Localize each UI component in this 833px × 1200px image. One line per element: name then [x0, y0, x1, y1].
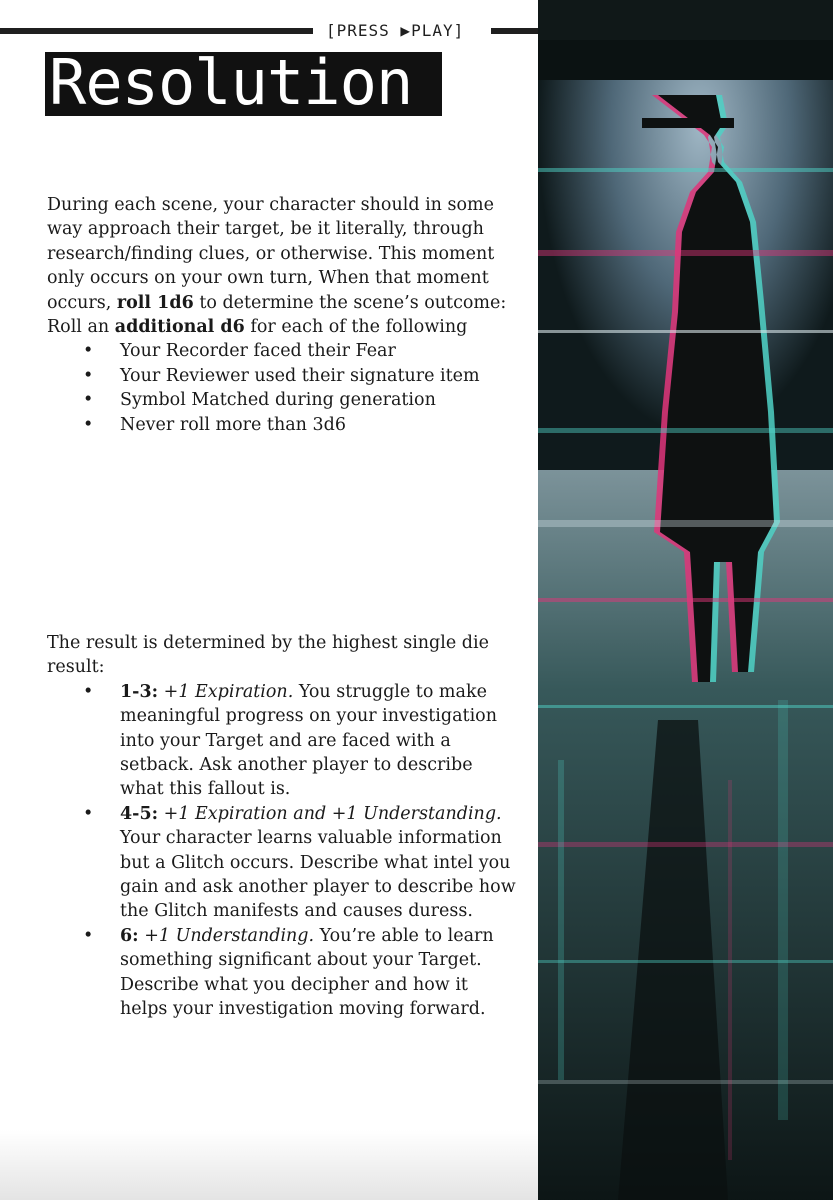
header-rule-left: [0, 28, 313, 34]
glitch-figure-illustration: [538, 0, 833, 1200]
outcome-list: [47, 680, 517, 1022]
page-bottom-shadow: [0, 1130, 538, 1200]
list-item: • Your Recorder faced their Fear: [47, 339, 517, 363]
bullet-icon: •: [83, 681, 94, 702]
additional-dice-paragraph: Roll an additional d6 for each of the following: [47, 317, 468, 338]
bullet-icon: •: [83, 925, 94, 946]
list-item: • Never roll more than 3d6: [47, 413, 517, 437]
bullet-icon: •: [83, 414, 94, 435]
bonus-dice-list: [47, 339, 517, 437]
press-play-tag: [PRESS ▶PLAY]: [326, 21, 465, 40]
bullet-icon: •: [83, 390, 94, 411]
resolution-rules: [47, 193, 517, 437]
outcome-intro: The result is determined by the highest single die result:: [47, 633, 489, 678]
bullet-icon: •: [83, 365, 94, 386]
outcome-rules: [47, 631, 517, 1022]
list-item: • Your Reviewer used their signature item: [47, 364, 517, 388]
list-item: • 1-3: +1 Expiration. You struggle to make meaningful progress on your investigation into your Target and are faced with a setback. Ask another player to describe what this fallout is.: [83, 681, 497, 800]
bullet-icon: •: [83, 341, 94, 362]
intro-paragraph: During each scene, your character should in some way approach their target, be it literally, through research/finding clues, or otherwise. This moment only occurs on your own turn, When that moment occurs, roll 1d6 to determine the scene’s outcome:: [47, 195, 507, 313]
list-item: • 4-5: +1 Expiration and +1 Understanding. Your character learns valuable information but a Glitch occurs. Describe what intel you gain and ask another player to describe how the Glitch manifests and causes duress.: [83, 803, 516, 922]
list-item: • 6: +1 Understanding. You’re able to learn something significant about your Target. Describe what you decipher and how it helps your investigation moving forward.: [83, 925, 494, 1020]
title-box: [45, 46, 442, 119]
list-item: • Symbol Matched during generation: [47, 388, 517, 412]
bullet-icon: •: [83, 803, 94, 824]
page-title: Resolution: [49, 46, 413, 119]
